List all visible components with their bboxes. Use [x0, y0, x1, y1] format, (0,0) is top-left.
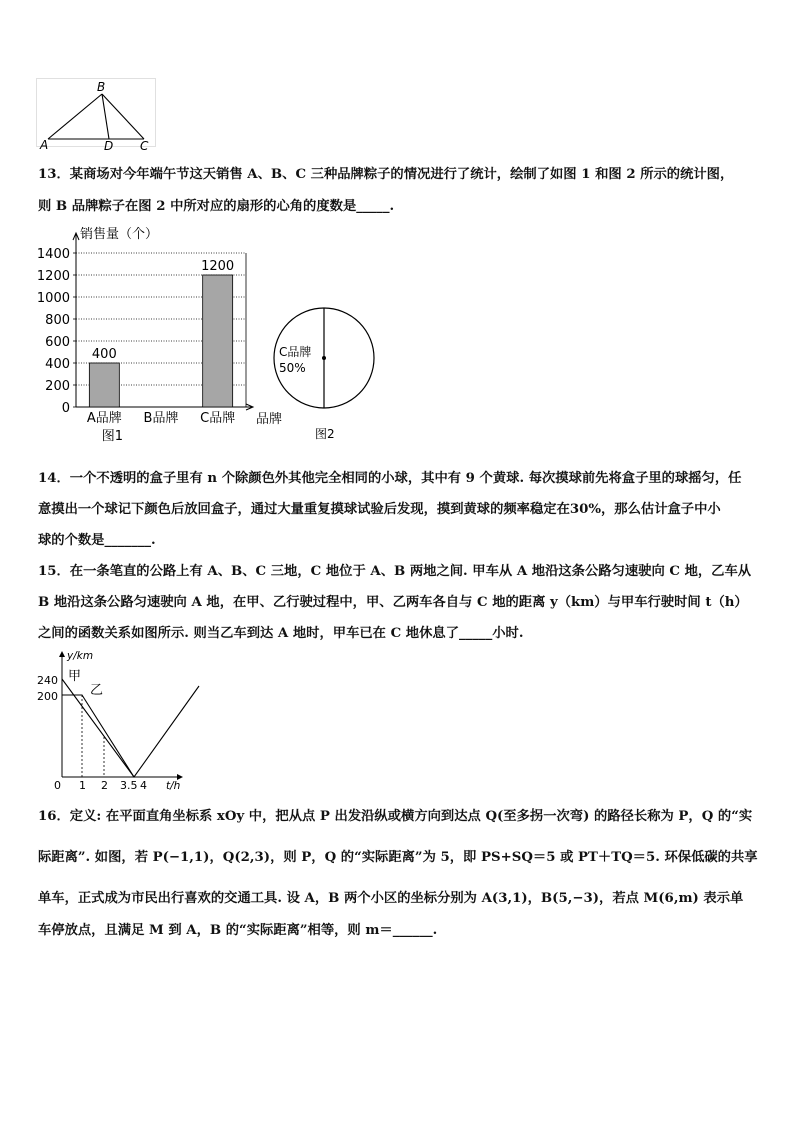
graph-label-jia: 甲 — [68, 669, 82, 684]
q15-line1: 15．在一条笔直的公路上有 A、B、C 三地，C 地位于 A、B 两地之间. 甲车从 A 地沿这条公路匀速驶向 C 地，乙车从 — [38, 564, 752, 579]
q13-line1: 13．某商场对今年端午节这天销售 A、B、C 三种品牌粽子的情况进行了统计，绘制了如图 1 和图 2 所示的统计图， — [38, 167, 734, 182]
y-tick-label: 1000 — [36, 291, 70, 306]
x-category-label: B品牌 — [143, 411, 179, 426]
q16-line4: 车停放点，且满足 M 到 A，B 的“实际距离”相等，则 m＝______. — [38, 923, 438, 938]
bar — [89, 363, 119, 407]
pie-slice-label: C品牌 — [279, 345, 312, 359]
graph-xtick-1: 1 — [79, 779, 86, 792]
graph-line-yi — [62, 679, 199, 777]
q16-line3: 单车，正式成为市民出行喜欢的交通工具. 设 A，B 两个小区的坐标分别为 A(3,1)，B(5,−3)，若点 M(6,m) 表示单 — [38, 891, 744, 906]
graph-ytick-240: 240 — [37, 674, 58, 687]
bar — [203, 275, 233, 407]
vertex-label-b: B — [97, 80, 106, 94]
y-tick-label: 800 — [45, 313, 70, 328]
graph-x-label: t/h — [166, 780, 181, 792]
vertex-label-a: A — [40, 138, 49, 152]
triangle-figure — [36, 78, 160, 152]
y-tick-label: 0 — [61, 401, 70, 416]
y-tick-label: 1200 — [36, 269, 70, 284]
graph-xtick-3-5: 3.5 — [120, 779, 138, 792]
bar-value-label: 400 — [91, 347, 117, 362]
q14-line2: 意摸出一个球记下颜色后放回盒子，通过大量重复摸球试验后发现，摸到黄球的频率稳定在30%，那么估计盒子中小 — [38, 502, 721, 517]
graph-xtick-0: 0 — [54, 779, 61, 792]
bar-value-label: 1200 — [201, 259, 235, 274]
y-tick-label: 1400 — [36, 247, 70, 262]
y-tick-label: 400 — [45, 357, 70, 372]
q16-line1: 16．定义: 在平面直角坐标系 xOy 中，把从点 P 出发沿纵或横方向到达点 Q(至多拐一次弯) 的路径长称为 P，Q 的“实 — [38, 809, 753, 824]
graph-y-label: y/km — [67, 650, 94, 662]
vertex-label-d: D — [104, 139, 114, 152]
pie-center-dot — [322, 356, 326, 360]
q16-line2: 际距离”. 如图，若 P(−1,1)，Q(2,3)，则 P，Q 的“实际距离”为 5，即 PS+SQ＝5 或 PT＋TQ＝5. 环保低碳的共享 — [38, 850, 758, 865]
figure-1-caption: 图1 — [101, 429, 123, 444]
figure-2-caption: 图2 — [315, 427, 335, 441]
q14-line1: 14．一个不透明的盒子里有 n 个除颜色外其他完全相同的小球，其中有 9 个黄球. 每次摸球前先将盒子里的球摇匀，任 — [38, 471, 742, 486]
q15-line2: B 地沿这条公路匀速驶向 A 地，在甲、乙行驶过程中，甲、乙两车各自与 C 地的距离 y（km）与甲车行驶时间 t（h） — [38, 595, 748, 610]
graph-ytick-200: 200 — [37, 690, 58, 703]
pie-chart-figure-2 — [272, 306, 382, 446]
q13-line2: 则 B 品牌粽子在图 2 中所对应的扇形的心角的度数是_____. — [38, 199, 395, 214]
bar-chart-figure-1 — [36, 224, 284, 446]
y-tick-label: 600 — [45, 335, 70, 350]
graph-xtick-2: 2 — [101, 779, 108, 792]
y-tick-label: 200 — [45, 379, 70, 394]
graph-line-jia — [62, 695, 134, 777]
q15-line3: 之间的函数关系如图所示. 则当乙车到达 A 地时，甲车已在 C 地休息了_____小时. — [38, 626, 524, 641]
graph-xtick-4: 4 — [140, 779, 147, 792]
distance-time-graph — [34, 646, 214, 794]
q14-line3: 球的个数是_______. — [38, 533, 156, 548]
x-axis-label: 品牌 — [256, 412, 283, 427]
x-category-label: C品牌 — [200, 411, 236, 426]
vertex-label-c: C — [140, 139, 149, 152]
graph-label-yi: 乙 — [90, 683, 104, 698]
pie-slice-percent: 50% — [279, 361, 306, 375]
y-axis-label: 销售量（个） — [80, 227, 159, 242]
x-category-label: A品牌 — [86, 411, 122, 426]
